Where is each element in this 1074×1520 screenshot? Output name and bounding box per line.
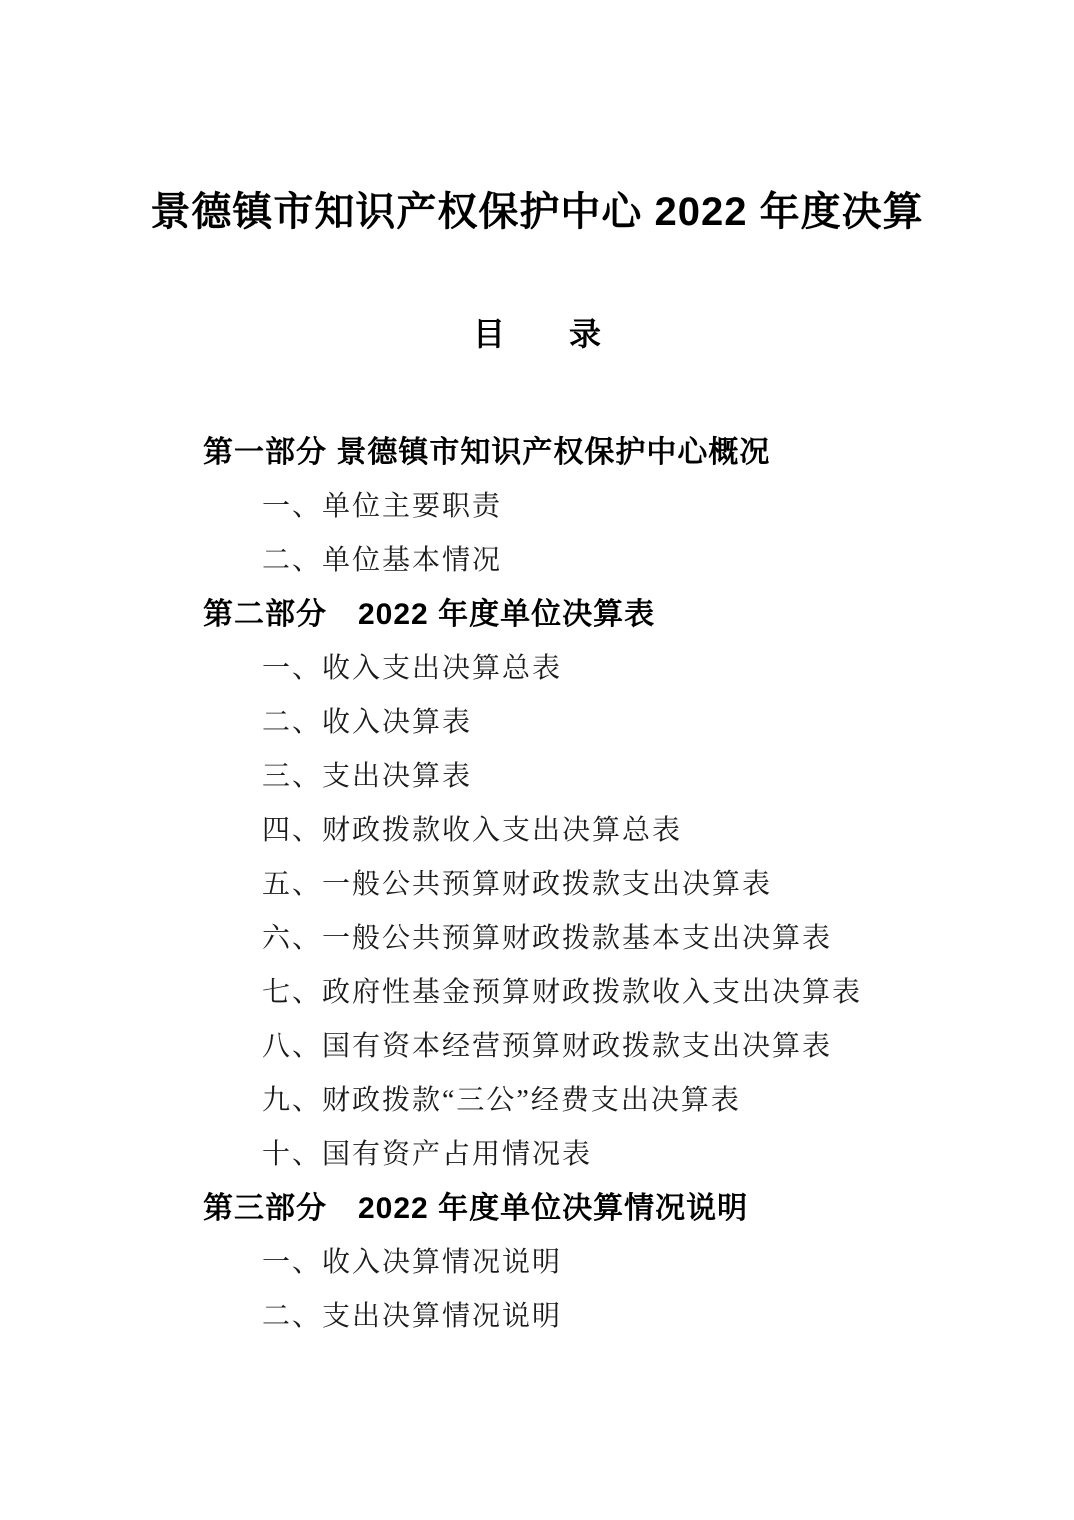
toc-list — [0, 426, 1074, 1344]
toc-item: 三、支出决算表 — [262, 761, 473, 792]
toc-item: 一、收入决算情况说明 — [262, 1247, 563, 1278]
toc-item: 九、财政拨款“三公”经费支出决算表 — [262, 1085, 741, 1116]
toc-heading: 目 录 — [472, 316, 601, 352]
toc-item: 一、收入支出决算总表 — [262, 653, 563, 684]
toc-item: 五、一般公共预算财政拨款支出决算表 — [262, 869, 773, 900]
toc-item: 四、财政拨款收入支出决算总表 — [262, 815, 683, 846]
toc-item: 七、政府性基金预算财政拨款收入支出决算表 — [262, 977, 863, 1008]
toc-section-heading-part1: 第一部分 景德镇市知识产权保护中心概况 — [203, 436, 771, 469]
toc-item: 一、单位主要职责 — [262, 491, 503, 522]
toc-item: 十、国有资产占用情况表 — [262, 1139, 593, 1170]
toc-item: 二、支出决算情况说明 — [262, 1301, 563, 1332]
toc-item: 八、国有资本经营预算财政拨款支出决算表 — [262, 1031, 833, 1062]
toc-item: 二、收入决算表 — [262, 707, 473, 738]
toc-item: 二、单位基本情况 — [262, 545, 503, 576]
document-title: 景德镇市知识产权保护中心 2022 年度决算 — [150, 190, 924, 234]
toc-item: 六、一般公共预算财政拨款基本支出决算表 — [262, 923, 833, 954]
toc-section-heading-part2: 第二部分 2022 年度单位决算表 — [203, 598, 656, 631]
toc-section-heading-part3: 第三部分 2022 年度单位决算情况说明 — [203, 1192, 749, 1225]
